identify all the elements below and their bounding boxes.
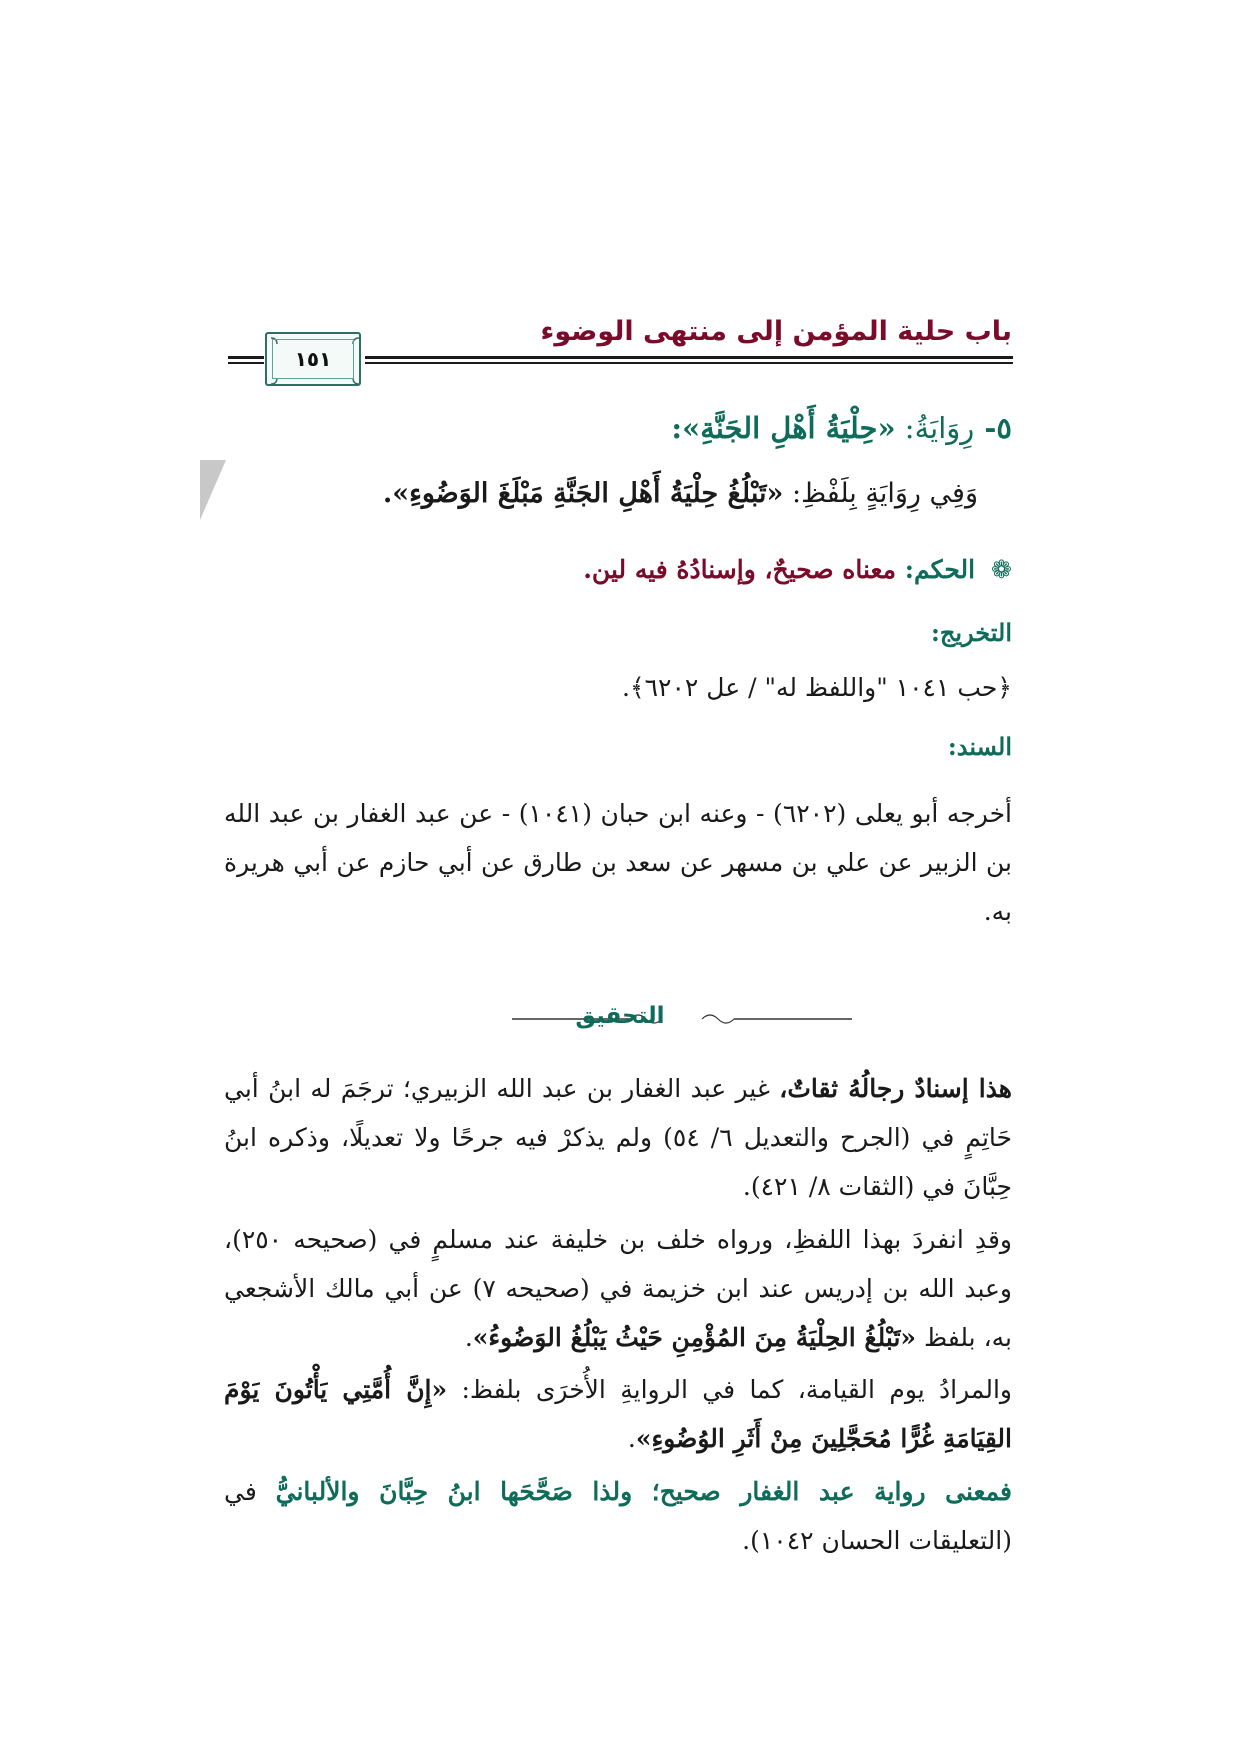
- conclusion-reference: في (التعليقات الحسان ١٠٤٢).: [224, 1477, 1012, 1555]
- tahqiq-heading: التحقيق: [575, 1003, 665, 1029]
- analysis-p2-text: وقدِ انفردَ بهذا اللفظِ، ورواه خلف بن خليفة عند مسلمٍ في (صحيحه ٢٥٠)، وعبد الله بن إدريس عند ابن خزيمة في (صحيحه ٧) عن أبي مالك الأشجعي به، بلفظ: [224, 1225, 1012, 1352]
- ruling-line: [583, 554, 1012, 587]
- takhrij-label: التخريج:: [931, 618, 1012, 647]
- sanad-paragraph: أخرجه أبو يعلى (٦٢٠٢) - وعنه ابن حبان (١٠٤١) - عن عبد الغفار بن عبد الله بن الزبير عن علي بن مسهر عن سعد بن طارق عن أبي حازم عن أبي هريرة به.: [224, 799, 1012, 926]
- analysis-paragraph-2: [224, 1215, 1012, 1362]
- section-heading-quote: «حِلْيَةُ أَهْلِ الجَنَّةِ»:: [671, 411, 896, 445]
- analysis-p1-bold: هذا إسنادٌ رجالُهُ ثقاتٌ،: [779, 1074, 1012, 1103]
- header-rule-left-top: [228, 356, 264, 359]
- narration-line: [383, 476, 978, 511]
- running-header-title: باب حلية المؤمن إلى منتهى الوضوء: [540, 316, 1012, 347]
- analysis-p3-quote: «إِنَّ أُمَّتِي يَأْتُونَ يَوْمَ القِيَامَةِ غُرًّا مُحَجَّلِينَ مِنْ أَثَرِ الوُضُوءِ»: [224, 1375, 1012, 1453]
- takhrij-text: ﴿حب ١٠٤١ "واللفظ له" / عل ٦٢٠٢﴾.: [622, 673, 1012, 702]
- conclusion-text: فمعنى رواية عبد الغفار صحيح؛ ولذا صَحَّحَها ابنُ حِبَّانَ والألبانيُّ: [275, 1477, 1012, 1506]
- ruling-text: معناه صحيحٌ، وإسنادُهُ فيه لين.: [583, 555, 897, 584]
- ruling-label: الحكم:: [896, 555, 976, 584]
- section-heading: [671, 410, 1012, 448]
- header-rule-right-bottom: [365, 362, 1013, 364]
- analysis-p1-text: غير عبد الغفار بن عبد الله الزبيري؛ ترجَمَ له ابنُ أبي حَاتِمٍ في (الجرح والتعديل ٦/ ٥٤) ولم يذكرْ فيه جرحًا ولا تعديلًا، وذكره ابنُ حِبَّانَ في (الثقات ٨/ ٤٢١).: [224, 1074, 1012, 1201]
- sanad-label: السند:: [947, 732, 1012, 761]
- analysis-p2-quote: «تَبْلُغُ الحِلْيَةُ مِنَ المُؤْمِنِ حَيْثُ يَبْلُغُ الوَضُوءُ»: [472, 1323, 917, 1352]
- narration-text: «تَبْلُغُ حِلْيَةُ أَهْلِ الجَنَّةِ مَبْلَغَ الوَضُوءِ».: [382, 478, 784, 509]
- narration-prefix: وَفِي رِوَايَةٍ بِلَفْظِ:: [783, 478, 978, 509]
- section-heading-label: رِوَايَةُ:: [895, 411, 975, 445]
- corner-triangle-icon: [198, 458, 228, 522]
- page-number-badge: [265, 332, 361, 386]
- header-rule-right-top: [365, 356, 1013, 359]
- header-rule-left-bottom: [228, 362, 264, 364]
- section-number: ٥-: [974, 411, 1012, 445]
- analysis-paragraph-3: [224, 1365, 1012, 1463]
- analysis-paragraph-4: [224, 1467, 1012, 1565]
- analysis-p3-text: والمرادُ يوم القيامة، كما في الروايةِ الأُخرَى بلفظ:: [447, 1375, 1013, 1404]
- analysis-paragraph-1: [224, 1064, 1012, 1211]
- analysis-p2-end: .: [464, 1323, 473, 1352]
- page-number: ١٥١: [294, 347, 332, 371]
- flower-icon: ❁: [991, 555, 1012, 584]
- analysis-p3-end: .: [627, 1424, 636, 1453]
